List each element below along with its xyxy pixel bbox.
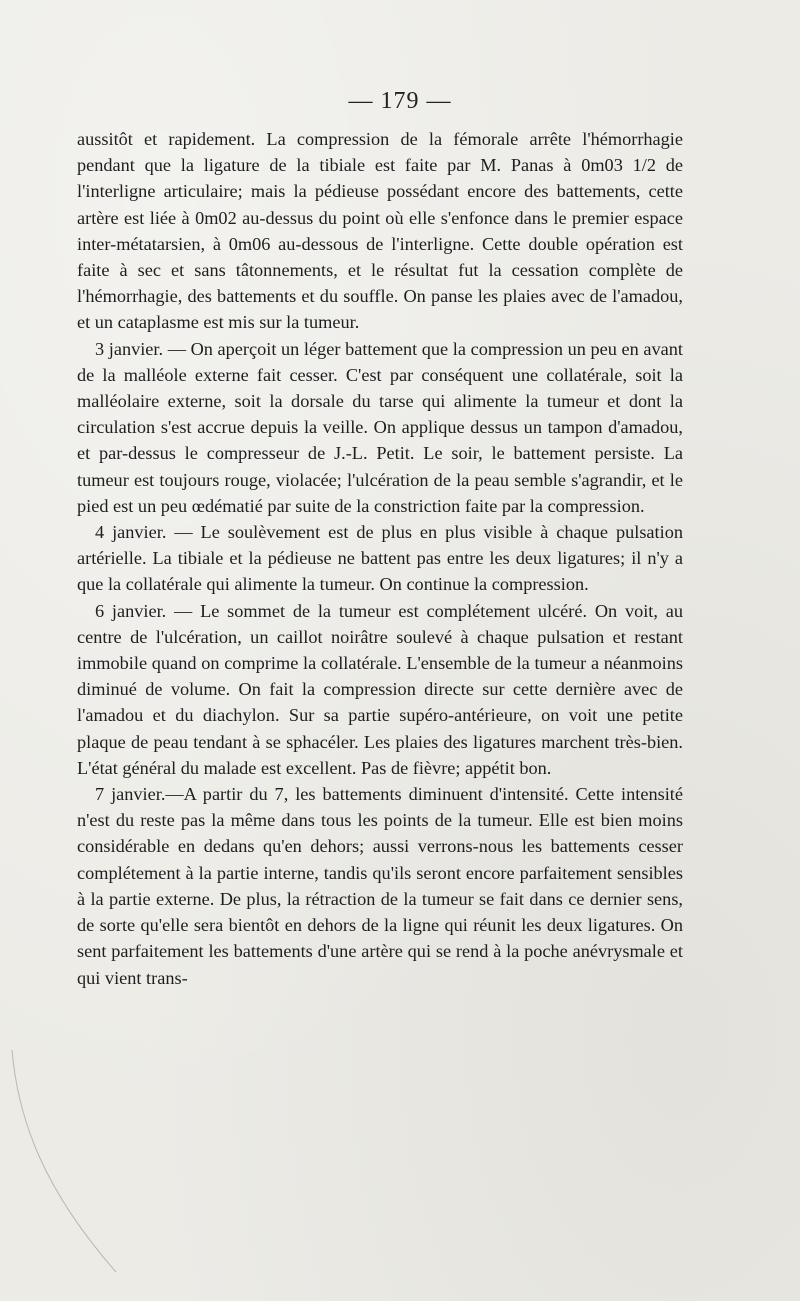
paragraph-3-janvier: 3 janvier. — On aperçoit un léger battement que la compression un peu en avant de la malléole externe fait cesser. C'est par conséquent une collatérale, soit la malléolaire externe, soit la dorsale du tarse qui alimente la tumeur et dont la circulation s'est accrue depuis la veille. On applique dessus un tampon d'amadou, et par-dessus le compresseur de J.-L. Petit. Le soir, le battement persiste. La tumeur est toujours rouge, violacée; l'ulcération de la peau semble s'agrandir, et le pied est un peu œdématié par suite de la constriction faite par la compression. bbox=[77, 338, 683, 516]
paragraph-7-janvier: 7 janvier.—A partir du 7, les battements diminuent d'intensité. Cette intensité n'est du reste pas la même dans tous les points de la tumeur. Elle est bien moins considérable en dedans qu'en dehors; aussi verrons-nous les battements cesser complétement à la partie interne, tandis qu'ils seront encore parfaitement sensibles à la partie externe. De plus, la rétraction de la tumeur se fait dans ce dernier sens, de sorte qu'elle sera bientôt en dehors de la ligne qui réunit les deux ligatures. On sent parfaitement les battements d'une artère qui se rend à la poche anévrysmale et qui vient trans- bbox=[77, 784, 683, 988]
paragraph-operation-summary: aussitôt et rapidement. La compression de la fémorale arrête l'hémorrhagie pendant que la ligature de la tibiale est faite par M. Panas à 0m03 1/2 de l'interligne articulaire; mais la pédieuse possédant encore des battements, cette artère est liée à 0m02 au-dessus du point où elle s'enfonce dans le premier espace inter-métatarsien, à 0m06 au-dessous de l'interligne. Cette double opération est faite à sec et sans tâtonnements, et le résultat fut la cessation complète de l'hémorrhagie, des battements et du souffle. On panse les plaies avec de l'amadou, et un cataplasme est mis sur la tumeur. bbox=[77, 129, 683, 333]
page-fold-mark bbox=[4, 1040, 124, 1280]
page-number: — 179 — bbox=[348, 88, 452, 114]
paragraph-6-janvier: 6 janvier. — Le sommet de la tumeur est complétement ulcéré. On voit, au centre de l'ulcération, un caillot noirâtre soulevé à chaque pulsation et restant immobile quand on comprime la collatérale. L'ensemble de la tumeur a néanmoins diminué de volume. On fait la compression directe sur cette dernière avec de l'amadou et du diachylon. Sur sa partie supéro-antérieure, on voit une petite plaque de peau tendant à se sphacéler. Les plaies des ligatures marchent très-bien. L'état général du malade est excellent. Pas de fièvre; appétit bon. bbox=[77, 600, 683, 778]
paragraph-4-janvier: 4 janvier. — Le soulèvement est de plus en plus visible à chaque pulsation artérielle. La tibiale et la pédieuse ne battent pas entre les deux ligatures; il n'y a que la collatérale qui alimente la tumeur. On continue la compression. bbox=[77, 522, 683, 595]
body-text bbox=[77, 126, 683, 991]
